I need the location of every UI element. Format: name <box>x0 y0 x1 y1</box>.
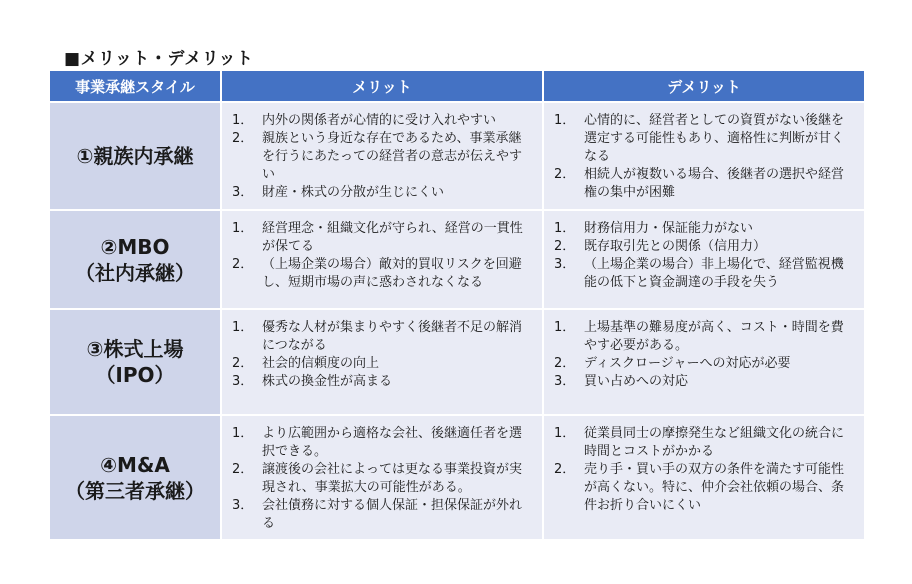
list-item-number: 1． <box>554 426 576 441</box>
table-row <box>50 211 864 308</box>
list-item-text: より広範囲から適格な会社、後継適任者を選択できる。 <box>262 426 523 459</box>
list-item <box>232 130 534 184</box>
list-item-number: 2． <box>554 239 576 254</box>
merits-cell <box>222 103 542 209</box>
list-item <box>232 497 534 533</box>
succession-style-label: ①親族内承継 <box>76 144 194 168</box>
list-item-text: 財務信用力・保証能力がない <box>584 221 754 236</box>
list-item-number: 1． <box>232 221 254 236</box>
list-item-text: 優秀な人材が集まりやすく後継者不足の解消につながる <box>262 320 523 353</box>
list-item-text: 財産・株式の分散が生じにくい <box>262 185 445 200</box>
list-item-number: 2． <box>554 167 576 182</box>
section-title: ■メリット・デメリット <box>64 49 254 69</box>
list-item-text: 譲渡後の会社によっては更なる事業投資が実現され、事業拡大の可能性がある。 <box>262 462 523 495</box>
list-item-number: 2． <box>232 131 254 146</box>
list-item-number: 3． <box>232 498 254 513</box>
list-item-text: 株式の換金性が高まる <box>262 374 393 389</box>
list-item-text: 社会的信頼度の向上 <box>262 356 380 371</box>
succession-style-cell <box>50 211 220 308</box>
header-style: 事業承継スタイル <box>50 71 220 101</box>
list-item <box>554 238 856 256</box>
list-item-text: 売り手・買い手の双方の条件を満たす可能性が高くない。特に、仲介会社依頼の場合、条件お折り合いにくい <box>584 462 845 513</box>
list-item-number: 1． <box>554 221 576 236</box>
list-item-text: 相続人が複数いる場合、後継者の選択や経営権の集中が困難 <box>584 167 845 200</box>
list-item-number: 2． <box>554 356 576 371</box>
succession-style-label: ③株式上場 <box>86 337 184 361</box>
list-item-number: 1． <box>232 113 254 128</box>
header-demerits: デメリット <box>544 71 864 101</box>
list-item <box>554 373 856 391</box>
list-item-number: 3． <box>554 257 576 272</box>
list-item-text: 買い占めへの対応 <box>584 374 689 389</box>
list-item <box>554 220 856 238</box>
demerits-cell <box>544 310 864 414</box>
merits-cell <box>222 310 542 414</box>
succession-style-cell <box>50 416 220 539</box>
list-item-text: 上場基準の難易度が高く、コスト・時間を費やす必要がある。 <box>584 320 844 353</box>
list-item <box>232 355 534 373</box>
list-item <box>232 220 534 256</box>
list-item-number: 3． <box>554 374 576 389</box>
list-item-number: 1． <box>554 113 576 128</box>
merits-list <box>222 416 542 539</box>
list-item <box>232 461 534 497</box>
list-item <box>232 184 534 202</box>
list-item-text: ディスクロージャーへの対応が必要 <box>584 356 791 371</box>
table-row <box>50 103 864 209</box>
list-item-text: 従業員同士の摩擦発生など組織文化の統合に時間とコストがかかる <box>584 426 845 459</box>
header-row <box>50 71 864 101</box>
merits-list <box>222 103 542 208</box>
succession-style-label: （社内承継） <box>75 260 195 285</box>
list-item <box>232 425 534 461</box>
succession-style-label: （第三者承継） <box>65 478 205 503</box>
succession-style-label: ④M&A <box>100 452 170 477</box>
list-item-text: 経営理念・組織文化が守られ、経営の一貫性が保てる <box>262 221 523 254</box>
list-item <box>554 425 856 461</box>
demerits-list <box>544 211 864 298</box>
list-item-text: （上場企業の場合）非上場化で、経営監視機能の低下と資金調達の手段を失う <box>584 257 844 290</box>
list-item-text: 親族という身近な存在であるため、事業承継を行うにあたっての経営者の意志が伝えやすい <box>262 131 523 182</box>
list-item-text: 既存取引先との関係（信用力） <box>584 239 767 254</box>
list-item <box>232 319 534 355</box>
merits-list <box>222 310 542 397</box>
list-item <box>554 319 856 355</box>
merits-cell <box>222 211 542 308</box>
list-item-number: 3． <box>232 374 254 389</box>
list-item <box>232 112 534 130</box>
demerits-cell <box>544 211 864 308</box>
list-item <box>232 256 534 292</box>
list-item <box>554 355 856 373</box>
succession-style-label: ②MBO <box>100 234 170 259</box>
list-item-text: 会社債務に対する個人保証・担保保証が外れる <box>262 498 523 531</box>
demerits-list <box>544 103 864 208</box>
list-item-number: 1． <box>554 320 576 335</box>
list-item-text: （上場企業の場合）敵対的買収リスクを回避し、短期市場の声に惑わされなくなる <box>262 257 522 290</box>
list-item-number: 2． <box>232 462 254 477</box>
demerits-cell <box>544 103 864 209</box>
header-merits: メリット <box>222 71 542 101</box>
list-item-text: 内外の関係者が心情的に受け入れやすい <box>262 113 497 128</box>
merits-cell <box>222 416 542 539</box>
merits-list <box>222 211 542 298</box>
list-item <box>232 373 534 391</box>
list-item-number: 2． <box>232 356 254 371</box>
list-item-number: 2． <box>232 257 254 272</box>
succession-style-label: （IPO） <box>95 363 175 387</box>
succession-style-cell <box>50 103 220 209</box>
list-item-number: 1． <box>232 320 254 335</box>
demerits-list <box>544 416 864 521</box>
succession-style-cell <box>50 310 220 414</box>
demerits-cell <box>544 416 864 539</box>
list-item-number: 1． <box>232 426 254 441</box>
table-row <box>50 416 864 539</box>
list-item <box>554 256 856 292</box>
list-item <box>554 166 856 202</box>
demerits-list <box>544 310 864 397</box>
list-item-text: 心情的に、経営者としての資質がない後継を選定する可能性もあり、適格性に判断が甘くなる <box>584 113 845 164</box>
list-item-number: 2． <box>554 462 576 477</box>
list-item <box>554 112 856 166</box>
list-item-number: 3． <box>232 185 254 200</box>
table-row <box>50 310 864 414</box>
list-item <box>554 461 856 515</box>
succession-comparison-table <box>48 69 866 541</box>
